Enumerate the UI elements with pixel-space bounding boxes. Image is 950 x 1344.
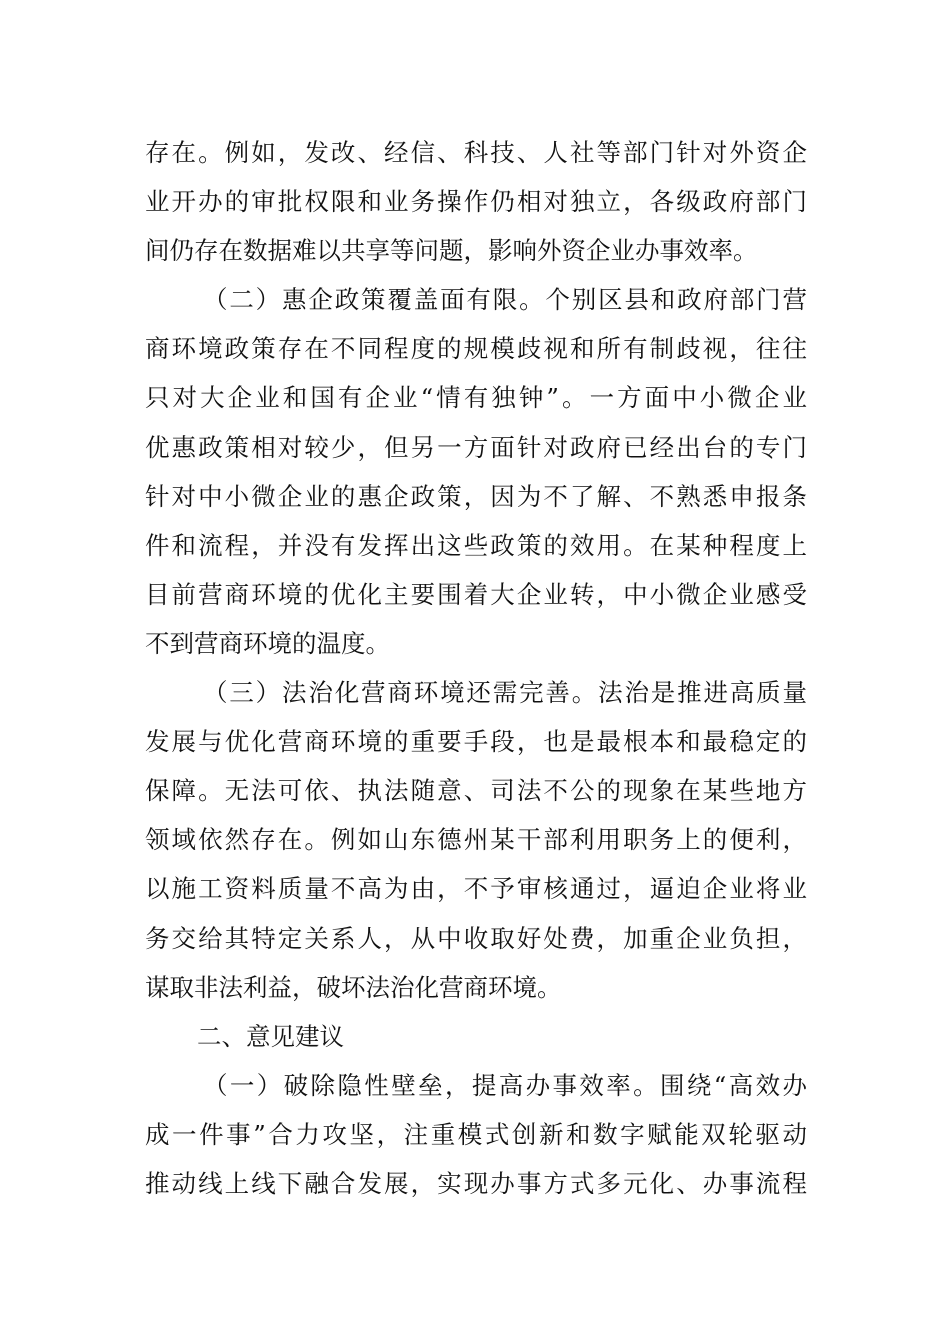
paragraph-first-line: （三）法治化营商环境还需完善。法治是推进高质量 (203, 678, 807, 708)
text-line: 业开办的审批权限和业务操作仍相对独立，各级政府部门 (145, 187, 807, 217)
text-line: 针对中小微企业的惠企政策，因为不了解、不熟悉申报条 (145, 481, 807, 511)
document-body (145, 128, 807, 1208)
text-line: 优惠政策相对较少，但另一方面针对政府已经出台的专门 (145, 432, 807, 462)
text-line: 成一件事”合力攻坚，注重模式创新和数字赋能双轮驱动 (145, 1119, 807, 1149)
text-line: 保障。无法可依、执法随意、司法不公的现象在某些地方 (145, 776, 807, 806)
text-line: 以施工资料质量不高为由，不予审核通过，逼迫企业将业 (145, 874, 807, 904)
paragraph-first-line: （一）破除隐性壁垒，提高办事效率。围绕“高效办 (203, 1070, 807, 1100)
section-heading: 二、意见建议 (197, 1021, 344, 1051)
text-line: 谋取非法利益，破坏法治化营商环境。 (145, 972, 562, 1002)
text-line: 商环境政策存在不同程度的规模歧视和所有制歧视，往往 (145, 334, 807, 364)
text-line: 不到营商环境的温度。 (145, 628, 390, 658)
paragraph-first-line: （二）惠企政策覆盖面有限。个别区县和政府部门营 (203, 285, 807, 315)
text-line: 务交给其特定关系人，从中收取好处费，加重企业负担， (145, 923, 807, 953)
text-line: 只对大企业和国有企业“情有独钟”。一方面中小微企业 (145, 383, 807, 413)
text-line: 存在。例如，发改、经信、科技、人社等部门针对外资企 (145, 138, 807, 167)
text-line: 目前营商环境的优化主要围着大企业转，中小微企业感受 (145, 579, 807, 609)
text-line: 间仍存在数据难以共享等问题，影响外资企业办事效率。 (145, 236, 758, 266)
text-line: 推动线上线下融合发展，实现办事方式多元化、办事流程 (145, 1168, 807, 1198)
text-line: 件和流程，并没有发挥出这些政策的效用。在某种程度上 (145, 530, 807, 560)
text-line: 发展与优化营商环境的重要手段，也是最根本和最稳定的 (145, 727, 807, 757)
text-line: 领域依然存在。例如山东德州某干部利用职务上的便利， (145, 825, 807, 855)
